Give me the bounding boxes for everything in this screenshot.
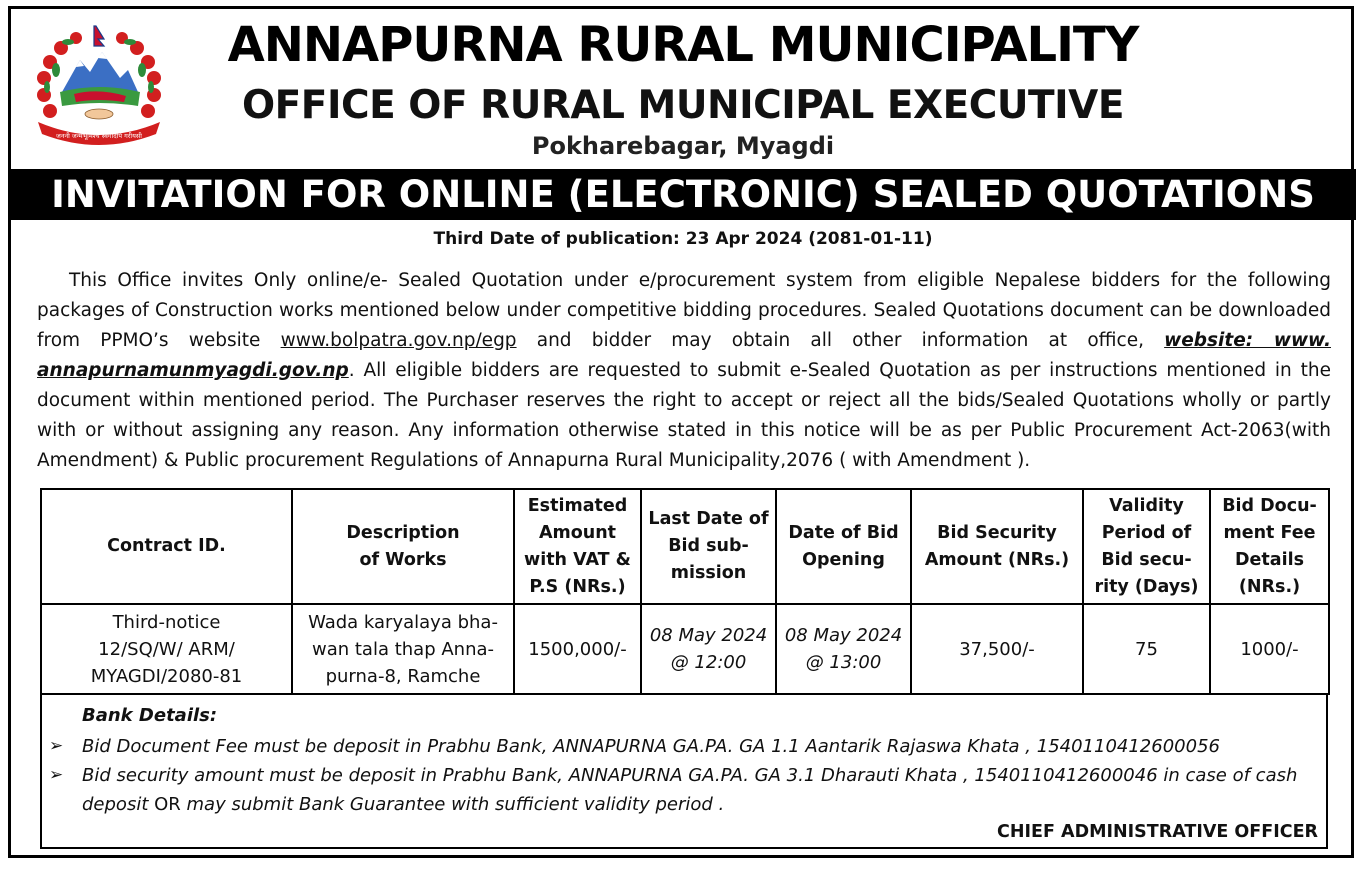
emblem-motto: जननी जन्मभूमिश्च स्वर्गादपि गरीयसी (56, 132, 142, 140)
bid-table (40, 488, 1330, 695)
bullet-arrow-icon: ➢ (49, 736, 64, 756)
office-location: Pokharebagar, Myagdi (531, 132, 835, 160)
or-word: OR (154, 794, 181, 815)
col-header-contract-id: Contract ID. (41, 489, 292, 604)
bullet-arrow-icon: ➢ (49, 765, 64, 785)
nepal-government-emblem-icon (28, 22, 170, 150)
notice-paragraph (37, 266, 1331, 476)
office-subtitle: OFFICE OF RURAL MUNICIPAL EXECUTIVE (242, 83, 1124, 128)
cell-description: Wada karyalaya bha-wan tala thap Anna-purna-8, Ramche (292, 604, 514, 694)
municipality-website-link[interactable]: website: www. annapurnamunmyagdi.gov.np (37, 330, 1331, 381)
bank-item-bid-security: Bid security amount must be deposit in Prabhu Bank, ANNAPURNA GA.PA. GA 3.1 Dharauti Khata , 1540110412600046 in case of cash deposit OR may submit Bank Guarantee with sufficient validity period . (82, 765, 1298, 815)
bolpatra-link[interactable]: www.bolpatra.gov.np/egp (280, 330, 517, 351)
notice-text-part3: . All eligible bidders are requested to submit e-Sealed Quotation as per instructions mentioned in the document within mentioned period. The Purchaser reserves the right to accept or reject all the bids/Sealed Quotations wholly or partly with or without assigning any reason. Any information otherwise stated in this notice will be as per Public Procurement Act-2063(with Amendment) & Public procurement Regulations of Annapurna Rural Municipality,2076 ( with Amendment ). (37, 360, 1331, 471)
signoff: CHIEF ADMINISTRATIVE OFFICER (997, 822, 1318, 842)
col-header-doc-fee: Bid Docu-ment Fee Details (NRs.) (1210, 489, 1329, 604)
publication-date: Third Date of publication: 23 Apr 2024 (2081-01-11) (433, 229, 933, 249)
bank-details-title: Bank Details: (82, 705, 218, 726)
table-row (41, 604, 1329, 694)
col-header-validity: Validity Period of Bid secu-rity (Days) (1083, 489, 1210, 604)
col-header-estimated-amount: Estimated Amount with VAT & P.S (NRs.) (514, 489, 641, 604)
cell-estimated-amount: 1500,000/- (514, 604, 641, 694)
col-header-bid-security: Bid Security Amount (NRs.) (911, 489, 1083, 604)
cell-validity: 75 (1083, 604, 1210, 694)
col-header-last-date: Last Date of Bid sub-mission (641, 489, 776, 604)
cell-contract-id: Third-notice 12/SQ/W/ ARM/ MYAGDI/2080-81 (41, 604, 292, 694)
cell-doc-fee: 1000/- (1210, 604, 1329, 694)
bank-item-doc-fee: Bid Document Fee must be deposit in Prabhu Bank, ANNAPURNA GA.PA. GA 1.1 Aantarik Rajaswa Khata , 1540110412600056 (82, 736, 1220, 757)
notice-text-part2: and bidder may obtain all other information at office, (516, 330, 1165, 351)
bank-details-box (40, 695, 1328, 849)
notice-banner: INVITATION FOR ONLINE (ELECTRONIC) SEALED QUOTATIONS (10, 169, 1356, 220)
cell-opening-date: 08 May 2024 @ 13:00 (776, 604, 911, 694)
notice-text-part1: This Office invites Only online/e- Sealed Quotation under e/procurement system from eligible Nepalese bidders for the following packages of Construction works mentioned below under competitive bidding procedures. Sealed Quotations document can be downloaded from PPMO’s website (37, 270, 1331, 351)
cell-last-date: 08 May 2024 @ 12:00 (641, 604, 776, 694)
cell-bid-security: 37,500/- (911, 604, 1083, 694)
col-header-opening-date: Date of Bid Opening (776, 489, 911, 604)
col-header-description: Description of Works (292, 489, 514, 604)
municipality-title: ANNAPURNA RURAL MUNICIPALITY (227, 17, 1139, 73)
table-header-row (41, 489, 1329, 604)
